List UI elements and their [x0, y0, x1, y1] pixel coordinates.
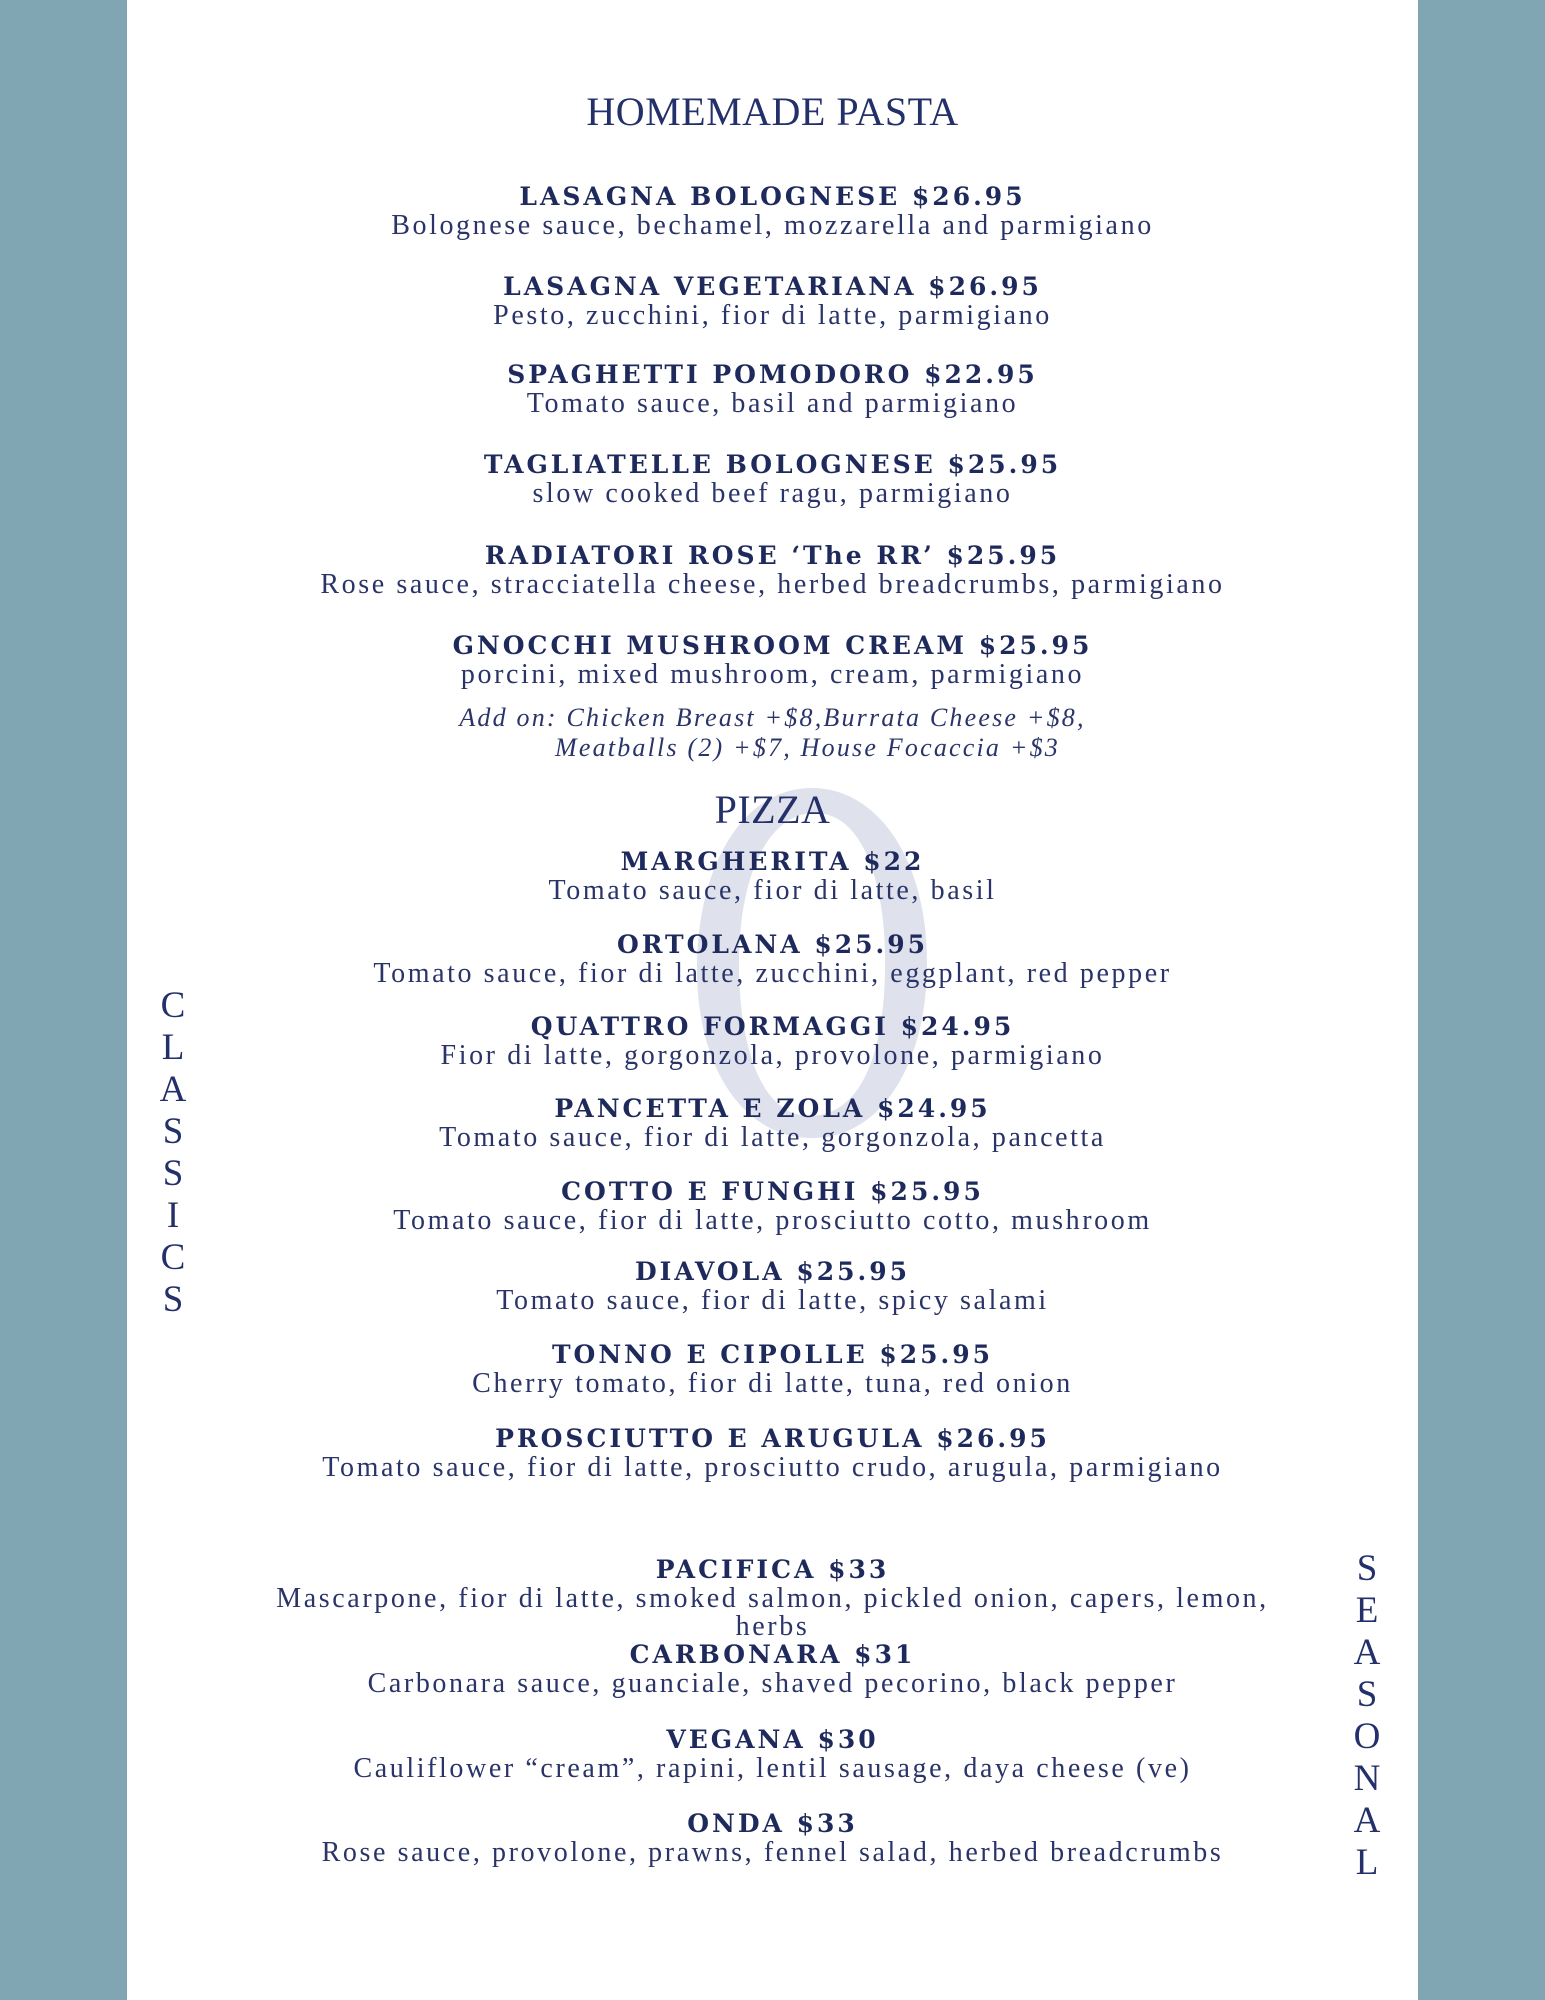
menu-item-description: Carbonara sauce, guanciale, shaved pecorino, black pepper: [367, 1668, 1178, 1699]
menu-item-name: GNOCCHI MUSHROOM CREAM $25.95: [452, 631, 1093, 660]
add-on-line: Add on: Chicken Breast +$8,Burrata Cheese +$8,: [459, 703, 1086, 732]
side-label-letter: A: [159, 1069, 187, 1110]
menu-item: [127, 541, 1418, 599]
add-on-note: [127, 703, 1418, 763]
menu-item-description: Tomato sauce, fior di latte, prosciutto crudo, arugula, parmigiano: [322, 1452, 1223, 1483]
side-label-letter: C: [160, 1237, 186, 1278]
menu-item-description: Tomato sauce, fior di latte, basil: [548, 875, 997, 906]
menu-item-description: slow cooked beef ragu, parmigiano: [532, 478, 1013, 509]
menu-item-name: TAGLIATELLE BOLOGNESE $25.95: [483, 450, 1062, 479]
menu-item-name: COTTO E FUNGHI $25.95: [561, 1177, 984, 1206]
menu-item-description: Rose sauce, stracciatella cheese, herbed breadcrumbs, parmigiano: [320, 569, 1225, 600]
menu-item-name: QUATTRO FORMAGGI $24.95: [530, 1012, 1015, 1041]
menu-item: [127, 360, 1418, 418]
menu-item-description: Tomato sauce, basil and parmigiano: [526, 388, 1019, 419]
menu-item: [127, 1094, 1418, 1152]
menu-item-name: PROSCIUTTO E ARUGULA $26.95: [495, 1424, 1050, 1453]
menu-item: [127, 631, 1418, 689]
menu-item: [127, 1725, 1418, 1783]
menu-item: [127, 1424, 1418, 1482]
menu-item-description: Mascarpone, fior di latte, smoked salmon, pickled onion, capers, lemon, herbs: [276, 1583, 1269, 1642]
pizza-section-title: PIZZA: [714, 787, 831, 832]
menu-item-description: Pesto, zucchini, fior di latte, parmigiano: [493, 300, 1052, 331]
menu-item: [127, 450, 1418, 508]
menu-item-description: Rose sauce, provolone, prawns, fennel salad, herbed breadcrumbs: [321, 1837, 1224, 1868]
side-label-letter: N: [1353, 1758, 1381, 1799]
menu-item-name: LASAGNA VEGETARIANA $26.95: [503, 272, 1042, 301]
seasonal-side-label: [1347, 1548, 1387, 1884]
menu-item-description: Bolognese sauce, bechamel, mozzarella and parmigiano: [391, 210, 1154, 241]
menu-item-description: Tomato sauce, fior di latte, gorgonzola, pancetta: [439, 1122, 1106, 1153]
menu-item: [127, 1640, 1418, 1698]
side-label-letter: A: [1353, 1800, 1381, 1841]
pasta-section-title: HOMEMADE PASTA: [586, 89, 959, 134]
side-label-letter: L: [161, 1027, 185, 1068]
menu-item-description: Cherry tomato, fior di latte, tuna, red onion: [472, 1368, 1073, 1399]
menu-item-description: Tomato sauce, fior di latte, prosciutto cotto, mushroom: [393, 1205, 1152, 1236]
menu-item-description: porcini, mixed mushroom, cream, parmigiano: [460, 659, 1085, 690]
menu-item: [127, 1257, 1418, 1315]
menu-page: [127, 0, 1418, 2000]
side-label-letter: S: [1356, 1674, 1378, 1715]
side-label-letter: S: [1356, 1548, 1378, 1589]
side-label-letter: I: [166, 1195, 180, 1236]
side-label-letter: E: [1355, 1590, 1379, 1631]
menu-item-name: RADIATORI ROSE ‘The RR’ $25.95: [484, 541, 1061, 570]
menu-item-description: Fior di latte, gorgonzola, provolone, parmigiano: [440, 1040, 1105, 1071]
menu-item-name: ORTOLANA $25.95: [616, 930, 929, 959]
add-on-line: Meatballs (2) +$7, House Focaccia +$3: [555, 733, 1060, 762]
menu-item: [127, 272, 1418, 330]
menu-item-name: SPAGHETTI POMODORO $22.95: [507, 360, 1038, 389]
menu-item: [127, 1555, 1418, 1641]
menu-item-name: PANCETTA E ZOLA $24.95: [554, 1094, 991, 1123]
classics-side-label: [153, 985, 193, 1321]
menu-item-description: Tomato sauce, fior di latte, spicy salami: [496, 1285, 1049, 1316]
menu-item-description: Cauliflower “cream”, rapini, lentil sausage, daya cheese (ve): [353, 1753, 1192, 1784]
menu-item-name: PACIFICA $33: [655, 1555, 890, 1584]
side-label-letter: S: [162, 1153, 184, 1194]
menu-item: [127, 1177, 1418, 1235]
side-label-letter: C: [160, 985, 186, 1026]
menu-item-name: ONDA $33: [687, 1809, 858, 1838]
side-label-letter: S: [162, 1111, 184, 1152]
menu-item: [127, 1012, 1418, 1070]
side-label-letter: O: [1353, 1716, 1381, 1757]
menu-item: [127, 182, 1418, 240]
menu-item-name: DIAVOLA $25.95: [634, 1257, 911, 1286]
menu-item-name: VEGANA $30: [666, 1725, 879, 1754]
menu-item: [127, 1809, 1418, 1867]
side-label-letter: S: [162, 1279, 184, 1320]
menu-item-name: MARGHERITA $22: [620, 847, 925, 876]
menu-item: [127, 847, 1418, 905]
menu-item-name: CARBONARA $31: [629, 1640, 916, 1669]
menu-item-description: Tomato sauce, fior di latte, zucchini, eggplant, red pepper: [373, 958, 1172, 989]
menu-item-name: TONNO E CIPOLLE $25.95: [551, 1340, 994, 1369]
menu-item: [127, 930, 1418, 988]
menu-item: [127, 1340, 1418, 1398]
side-label-letter: L: [1355, 1842, 1379, 1883]
side-label-letter: A: [1353, 1632, 1381, 1673]
menu-item-name: LASAGNA BOLOGNESE $26.95: [519, 182, 1026, 211]
